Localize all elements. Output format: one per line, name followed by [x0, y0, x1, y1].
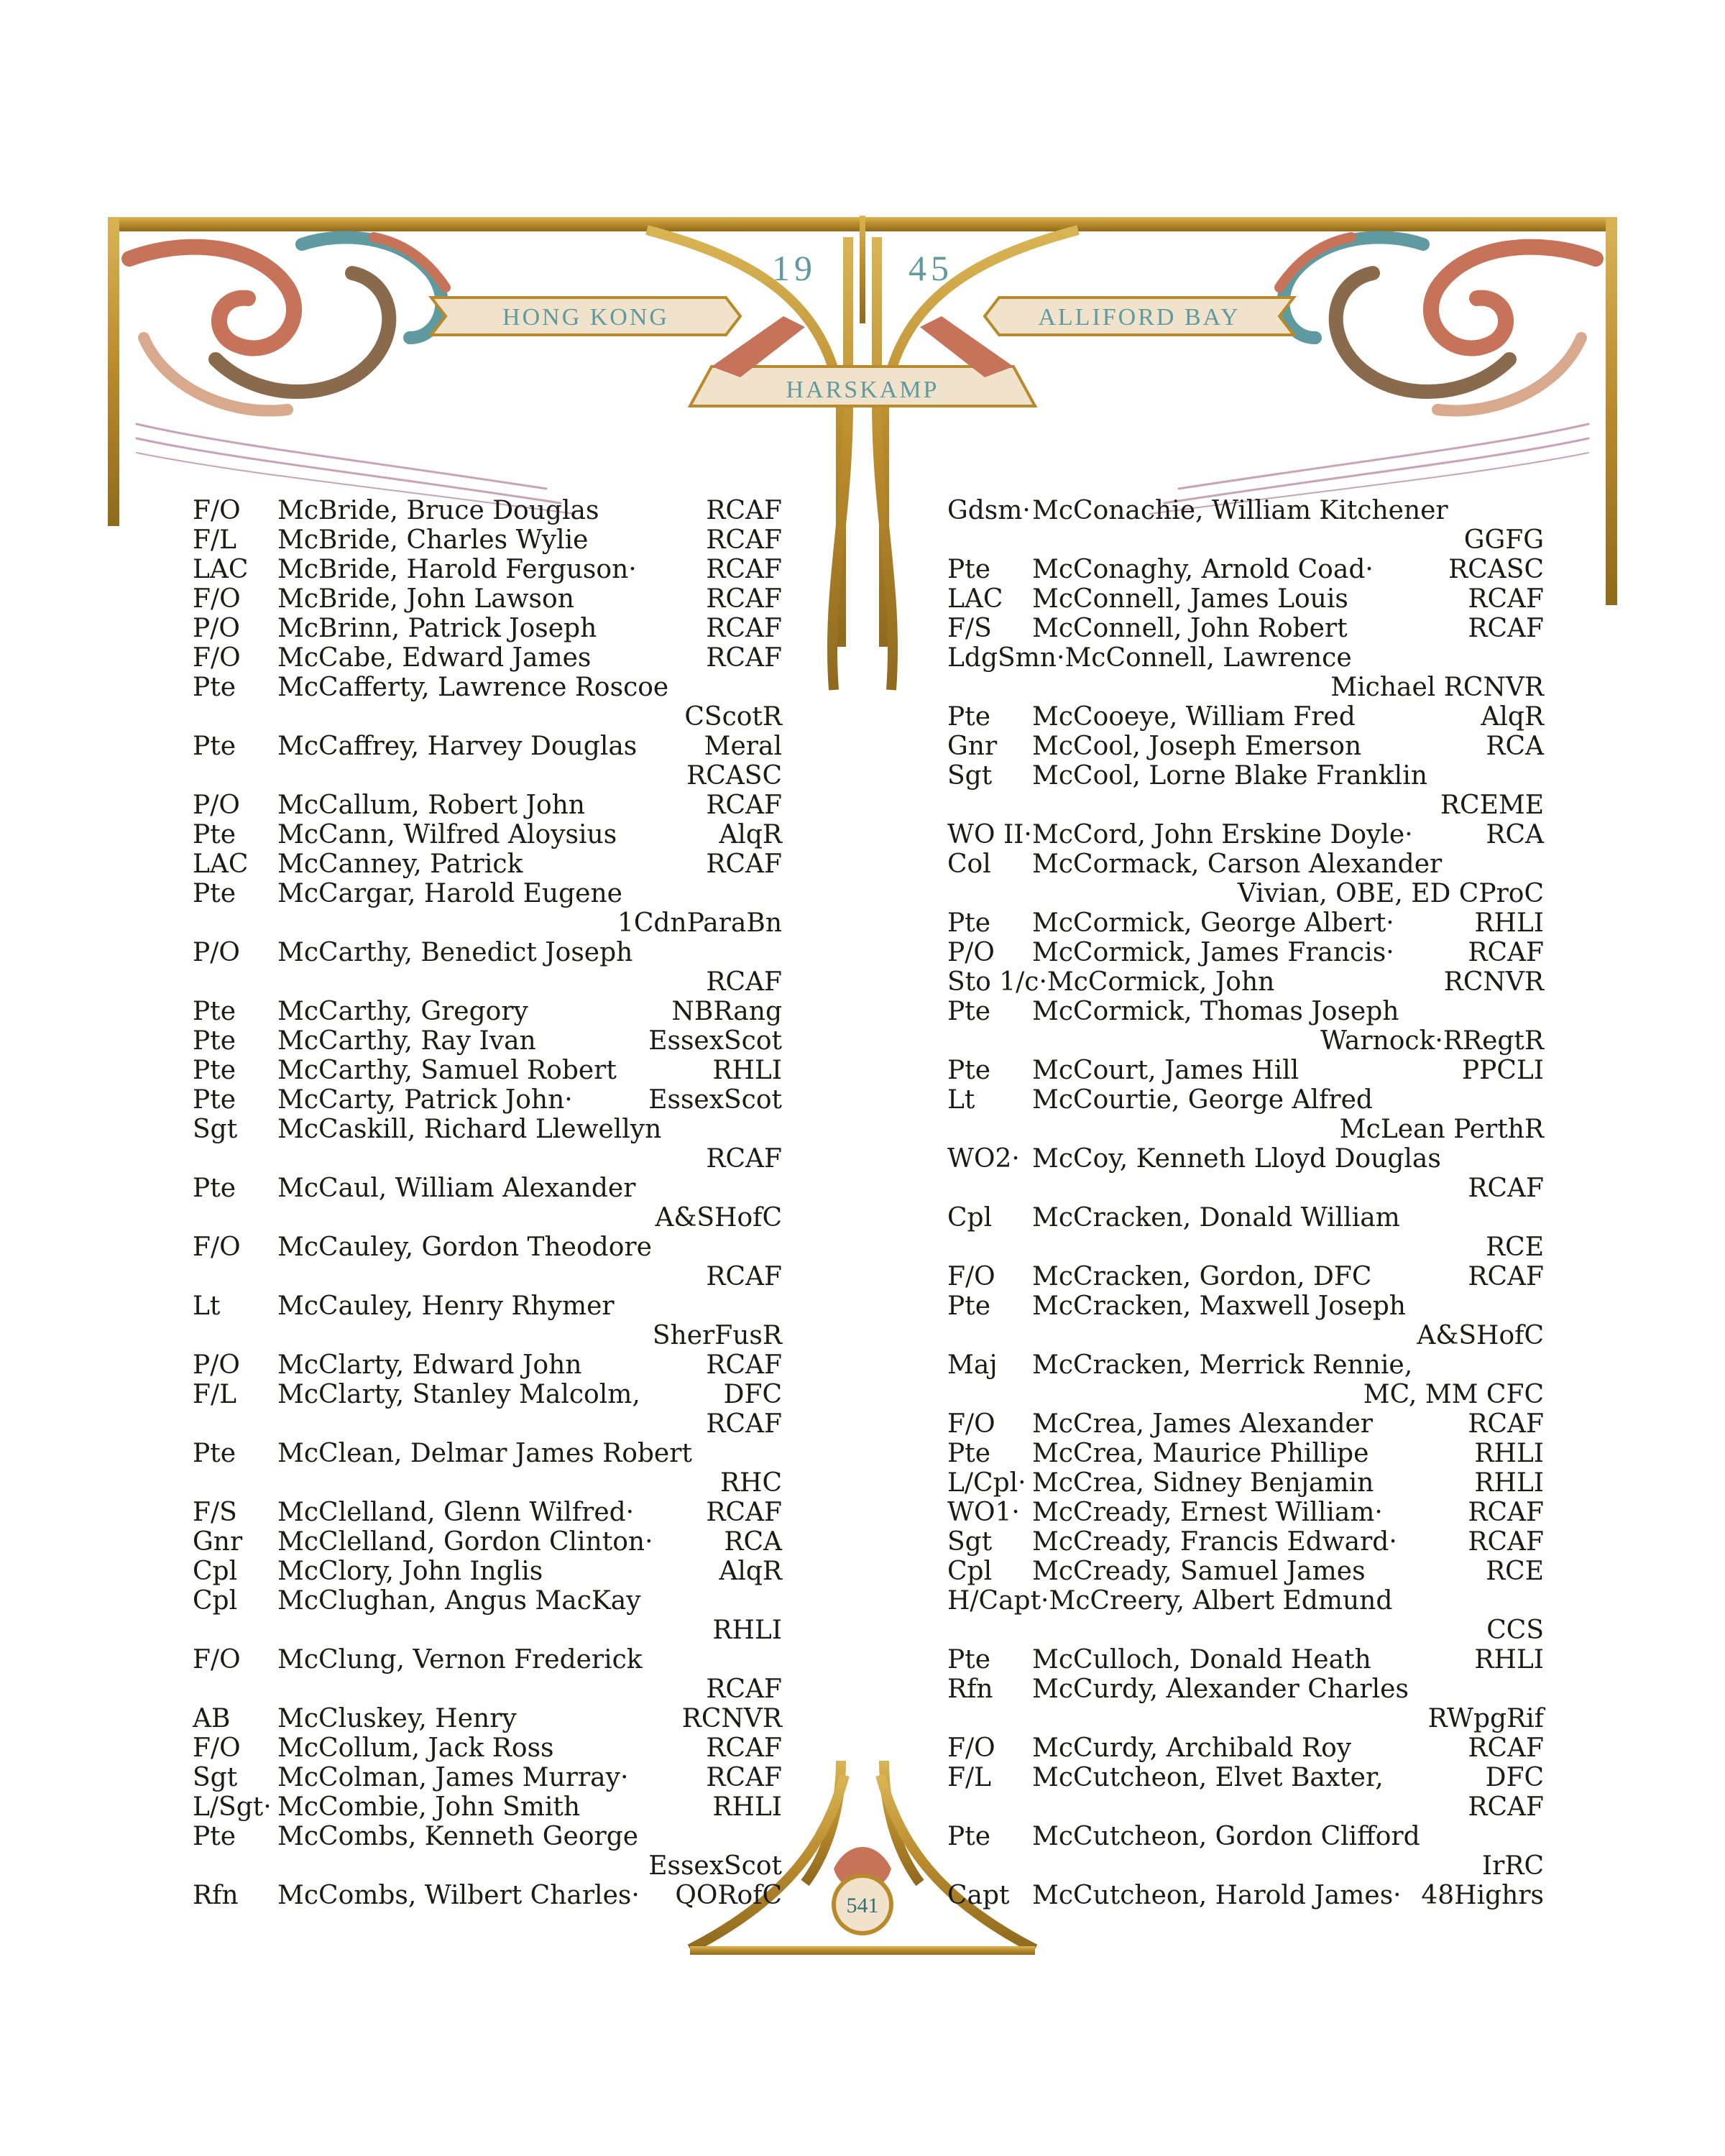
- roll-entry: [193, 820, 782, 849]
- entry-rank: H/Capt·: [947, 1586, 1049, 1616]
- entry-continuation: Warnock·RRegtR: [1320, 1026, 1544, 1056]
- entry-rank: Maj: [947, 1350, 998, 1380]
- banner-left-label: HONG KONG: [502, 304, 669, 331]
- entry-continuation: RCASC: [686, 761, 782, 791]
- entry-unit: RCAF: [706, 555, 782, 584]
- entry-name: McClung, Vernon Frederick: [277, 1645, 643, 1674]
- entry-unit: RCAF: [706, 496, 782, 525]
- entry-name: McCormick, Thomas Joseph: [1032, 997, 1399, 1026]
- entry-rank: Capt: [947, 1881, 1010, 1910]
- entry-rank: Rfn: [193, 1881, 239, 1910]
- roll-entry: [193, 614, 782, 643]
- entry-continuation: RWpgRif: [1427, 1704, 1544, 1733]
- roll-entry: [947, 849, 1544, 908]
- entry-name: McCluskey, Henry: [277, 1704, 517, 1733]
- roll-entry: [193, 1586, 782, 1645]
- entry-name: McCaskill, Richard Llewellyn: [277, 1115, 662, 1144]
- entry-name: McCarthy, Benedict Joseph: [277, 938, 633, 967]
- entry-name: McCool, Joseph Emerson: [1032, 732, 1362, 761]
- entry-unit: RCA: [1486, 732, 1544, 761]
- entry-name: McCready, Ernest William·: [1032, 1498, 1383, 1527]
- entry-unit: EssexScot: [648, 1026, 782, 1056]
- entry-continuation: RCEME: [1440, 791, 1544, 820]
- roll-entry: [193, 1439, 782, 1498]
- entry-name: McCanney, Patrick: [277, 849, 523, 879]
- entry-continuation: RCE: [1486, 1233, 1544, 1262]
- entry-unit: RCAF: [1468, 938, 1544, 967]
- entry-continuation: McLean PerthR: [1339, 1115, 1544, 1144]
- banner-center-label: HARSKAMP: [786, 377, 939, 403]
- roll-entry: [193, 1085, 782, 1115]
- entry-rank: Pte: [193, 1056, 236, 1085]
- entry-unit: RCAF: [706, 791, 782, 820]
- entry-unit: RCAF: [1468, 1733, 1544, 1763]
- entry-name: McCreery, Albert Edmund: [1049, 1586, 1393, 1616]
- entry-name: McCready, Francis Edward·: [1032, 1527, 1397, 1557]
- entry-rank: Pte: [193, 879, 236, 908]
- entry-rank: Gdsm·: [947, 496, 1031, 525]
- roll-entry: [193, 849, 782, 879]
- entry-name: McCurdy, Archibald Roy: [1032, 1733, 1352, 1763]
- entry-rank: F/O: [947, 1262, 995, 1291]
- entry-continuation: A&SHofC: [655, 1203, 782, 1233]
- entry-rank: Cpl: [947, 1557, 993, 1586]
- roll-entry: [947, 761, 1544, 820]
- roll-entry: [947, 702, 1544, 732]
- entry-rank: Pte: [193, 1822, 236, 1851]
- entry-unit: RCAF: [706, 1350, 782, 1380]
- entry-rank: P/O: [193, 791, 240, 820]
- roll-entry: [193, 555, 782, 584]
- roll-entry: [947, 496, 1544, 555]
- entry-rank: F/L: [947, 1763, 992, 1792]
- entry-name: McCracken, Maxwell Joseph: [1032, 1291, 1406, 1321]
- roll-entry: [947, 997, 1544, 1056]
- entry-rank: P/O: [947, 938, 995, 967]
- entry-rank: F/O: [193, 643, 241, 673]
- roll-entry: [193, 673, 782, 732]
- entry-name: McCauley, Gordon Theodore: [277, 1233, 652, 1262]
- entry-name: McClarty, Edward John: [277, 1350, 582, 1380]
- entry-continuation: A&SHofC: [1417, 1321, 1544, 1350]
- entry-rank: Pte: [193, 1174, 236, 1203]
- roll-entry: [193, 1822, 782, 1881]
- entry-unit: RCA: [724, 1527, 782, 1557]
- entry-rank: F/O: [193, 1233, 241, 1262]
- entry-unit: RCAF: [706, 584, 782, 614]
- entry-name: McConachie, William Kitchener: [1032, 496, 1448, 525]
- entry-continuation: Vivian, OBE, ED CProC: [1237, 879, 1544, 908]
- entry-name: McClory, John Inglis: [277, 1557, 543, 1586]
- entry-rank: F/S: [947, 614, 992, 643]
- entry-unit: RCAF: [706, 1498, 782, 1527]
- entry-name: McCarty, Patrick John·: [277, 1085, 573, 1115]
- entry-rank: F/O: [947, 1733, 995, 1763]
- entry-name: McCormick, John: [1046, 967, 1275, 997]
- entry-unit: RCNVR: [681, 1704, 782, 1733]
- entry-rank: Sgt: [193, 1763, 238, 1792]
- entry-name: McCord, John Erskine Doyle·: [1032, 820, 1413, 849]
- entry-rank: F/O: [193, 496, 241, 525]
- entry-unit: RCAF: [706, 525, 782, 555]
- entry-continuation: CScotR: [684, 702, 782, 732]
- entry-name: McCormick, James Francis·: [1032, 938, 1394, 967]
- entry-unit: PPCLI: [1461, 1056, 1544, 1085]
- entry-rank: Pte: [947, 1291, 990, 1321]
- roll-entry: [193, 1645, 782, 1704]
- entry-rank: F/O: [193, 584, 241, 614]
- entry-name: McClean, Delmar James Robert: [277, 1439, 692, 1468]
- entry-name: McBrinn, Patrick Joseph: [277, 614, 597, 643]
- roll-entry: [193, 938, 782, 997]
- entry-rank: Pte: [193, 820, 236, 849]
- left-name-column: [193, 496, 782, 1910]
- entry-unit: AlqR: [719, 1557, 782, 1586]
- right-gold-bar: [1606, 217, 1617, 605]
- entry-rank: Pte: [193, 1439, 236, 1468]
- roll-entry: [947, 1262, 1544, 1291]
- roll-entry: [193, 584, 782, 614]
- entry-unit: DFC: [1485, 1763, 1544, 1792]
- entry-rank: L/Cpl·: [947, 1468, 1026, 1498]
- entry-name: McConaghy, Arnold Coad·: [1032, 555, 1374, 584]
- roll-entry: [947, 1439, 1544, 1468]
- entry-name: McCabe, Edward James: [277, 643, 592, 673]
- entry-unit: NBRang: [671, 997, 782, 1026]
- entry-unit: RCAF: [1468, 614, 1544, 643]
- roll-entry: [947, 1350, 1544, 1409]
- entry-rank: F/O: [193, 1733, 241, 1763]
- entry-continuation: RCAF: [706, 1409, 782, 1439]
- roll-entry: [947, 1498, 1544, 1527]
- roll-entry: [193, 791, 782, 820]
- roll-entry: [947, 1674, 1544, 1733]
- entry-continuation: RCAF: [706, 1144, 782, 1174]
- entry-continuation: MC, MM CFC: [1363, 1380, 1544, 1409]
- page-number: 541: [846, 1894, 879, 1917]
- entry-unit: 48Highrs: [1421, 1881, 1544, 1910]
- entry-rank: Lt: [193, 1291, 221, 1321]
- entry-name: McCombie, John Smith: [277, 1792, 581, 1822]
- roll-entry: [193, 1527, 782, 1557]
- entry-unit: RCA: [1486, 820, 1544, 849]
- entry-rank: Pte: [947, 908, 990, 938]
- entry-name: McCarthy, Samuel Robert: [277, 1056, 617, 1085]
- entry-name: McConnell, Lawrence: [1064, 643, 1352, 673]
- entry-name: McCombs, Wilbert Charles·: [277, 1881, 640, 1910]
- roll-entry: [947, 938, 1544, 967]
- entry-rank: Sgt: [193, 1115, 238, 1144]
- entry-rank: Pte: [193, 673, 236, 702]
- roll-entry: [947, 732, 1544, 761]
- entry-name: McCutcheon, Harold James·: [1032, 1881, 1402, 1910]
- entry-unit: RCAF: [706, 614, 782, 643]
- entry-name: McCooeye, William Fred: [1032, 702, 1356, 732]
- entry-name: McCracken, Merrick Rennie,: [1032, 1350, 1413, 1380]
- entry-rank: Gnr: [947, 732, 998, 761]
- entry-rank: Pte: [947, 702, 990, 732]
- entry-rank: P/O: [193, 1350, 240, 1380]
- roll-entry: [947, 1085, 1544, 1144]
- roll-entry: [947, 820, 1544, 849]
- year-right: 45: [908, 248, 953, 288]
- entry-continuation: SherFusR: [652, 1321, 782, 1350]
- roll-entry: [193, 1704, 782, 1733]
- entry-unit: RHLI: [1474, 1468, 1544, 1498]
- entry-name: McBride, John Lawson: [277, 584, 574, 614]
- entry-rank: Pte: [947, 1645, 990, 1674]
- entry-rank: Rfn: [947, 1674, 993, 1704]
- entry-name: McCaffrey, Harvey Douglas: [277, 732, 638, 761]
- entry-continuation: CCS: [1486, 1616, 1544, 1645]
- entry-name: McCaul, William Alexander: [277, 1174, 636, 1203]
- roll-entry: [947, 555, 1544, 584]
- entry-unit: RCAF: [706, 1763, 782, 1792]
- entry-unit: RHLI: [712, 1792, 782, 1822]
- roll-entry: [193, 1792, 782, 1822]
- entry-continuation: RCAF: [706, 1262, 782, 1291]
- entry-rank: F/O: [193, 1645, 241, 1674]
- entry-name: McClelland, Gordon Clinton·: [277, 1527, 653, 1557]
- right-name-column: [947, 496, 1544, 1910]
- entry-rank: F/S: [193, 1498, 237, 1527]
- roll-entry: [193, 1026, 782, 1056]
- entry-name: McBride, Bruce Douglas: [277, 496, 599, 525]
- entry-rank: Pte: [193, 1026, 236, 1056]
- roll-entry: [947, 908, 1544, 938]
- roll-entry: [947, 1468, 1544, 1498]
- entry-rank: LAC: [947, 584, 1003, 614]
- entry-unit: Meral: [704, 732, 782, 761]
- entry-name: McCurdy, Alexander Charles: [1032, 1674, 1409, 1704]
- banner-right-label: ALLIFORD BAY: [1038, 304, 1241, 331]
- entry-rank: LAC: [193, 849, 249, 879]
- entry-unit: RCAF: [1468, 1527, 1544, 1557]
- roll-entry: [193, 496, 782, 525]
- entry-continuation: RCAF: [1468, 1792, 1544, 1822]
- entry-name: McCoy, Kenneth Lloyd Douglas: [1032, 1144, 1441, 1174]
- entry-name: McCallum, Robert John: [277, 791, 585, 820]
- roll-entry: [193, 1498, 782, 1527]
- entry-unit: AlqR: [719, 820, 782, 849]
- roll-entry: [947, 1409, 1544, 1439]
- roll-entry: [193, 1291, 782, 1350]
- left-gold-bar: [108, 217, 119, 526]
- entry-rank: P/O: [193, 938, 240, 967]
- entry-name: McCourtie, George Alfred: [1032, 1085, 1373, 1115]
- entry-rank: Pte: [947, 1056, 990, 1085]
- entry-continuation: EssexScot: [648, 1851, 782, 1881]
- entry-rank: LdgSmn·: [947, 643, 1065, 673]
- roll-entry: [193, 1350, 782, 1380]
- entry-name: McCarthy, Gregory: [277, 997, 528, 1026]
- roll-entry: [947, 1763, 1544, 1822]
- entry-rank: P/O: [193, 614, 240, 643]
- roll-entry: [193, 1233, 782, 1291]
- roll-entry: [947, 614, 1544, 643]
- entry-name: McCrea, Maurice Phillipe: [1032, 1439, 1369, 1468]
- entry-name: McCool, Lorne Blake Franklin: [1032, 761, 1427, 791]
- entry-name: McClelland, Glenn Wilfred·: [277, 1498, 635, 1527]
- entry-rank: WO II·: [947, 820, 1032, 849]
- entry-unit: AlqR: [1481, 702, 1544, 732]
- entry-continuation: Michael RCNVR: [1330, 673, 1544, 702]
- entry-rank: F/L: [193, 1380, 237, 1409]
- roll-entry: [947, 1056, 1544, 1085]
- entry-name: McConnell, John Robert: [1032, 614, 1348, 643]
- entry-rank: L/Sgt·: [193, 1792, 272, 1822]
- entry-unit: RCAF: [1468, 1262, 1544, 1291]
- entry-unit: RCE: [1486, 1557, 1544, 1586]
- entry-unit: RCAF: [706, 1733, 782, 1763]
- entry-rank: Pte: [947, 997, 990, 1026]
- entry-name: McCourt, James Hill: [1032, 1056, 1300, 1085]
- entry-rank: Pte: [947, 1439, 990, 1468]
- entry-name: McCormick, George Albert·: [1032, 908, 1394, 938]
- entry-continuation: IrRC: [1481, 1851, 1544, 1881]
- entry-name: McCormack, Carson Alexander: [1032, 849, 1443, 879]
- roll-entry: [193, 1881, 782, 1910]
- entry-unit: DFC: [723, 1380, 782, 1409]
- roll-entry: [193, 1557, 782, 1586]
- entry-name: McClarty, Stanley Malcolm,: [277, 1380, 640, 1409]
- entry-rank: Col: [947, 849, 991, 879]
- roll-entry: [193, 997, 782, 1026]
- right-scroll-ornament: [1150, 237, 1596, 514]
- roll-entry: [947, 1733, 1544, 1763]
- year-left: 19: [772, 248, 816, 288]
- entry-name: McCollum, Jack Ross: [277, 1733, 554, 1763]
- entry-rank: AB: [193, 1704, 231, 1733]
- roll-entry: [947, 1881, 1544, 1910]
- entry-name: McCauley, Henry Rhymer: [277, 1291, 615, 1321]
- entry-name: McCafferty, Lawrence Roscoe: [277, 673, 669, 702]
- entry-unit: RCAF: [1468, 1498, 1544, 1527]
- entry-unit: RCAF: [1468, 584, 1544, 614]
- entry-continuation: RHC: [719, 1468, 782, 1498]
- entry-continuation: RHLI: [712, 1616, 782, 1645]
- entry-continuation: GGFG: [1463, 525, 1544, 555]
- entry-rank: Sgt: [947, 1527, 993, 1557]
- entry-continuation: RCAF: [1468, 1174, 1544, 1203]
- roll-entry: [193, 1115, 782, 1174]
- entry-unit: RCAF: [706, 849, 782, 879]
- roll-entry: [947, 967, 1544, 997]
- roll-entry: [193, 1056, 782, 1085]
- entry-rank: Lt: [947, 1085, 975, 1115]
- roll-entry: [947, 1586, 1544, 1645]
- entry-rank: Pte: [193, 997, 236, 1026]
- entry-rank: Sto 1/c·: [947, 967, 1047, 997]
- roll-entry: [193, 879, 782, 938]
- left-scroll-ornament: [129, 237, 575, 514]
- entry-rank: Cpl: [947, 1203, 993, 1233]
- entry-name: McCarthy, Ray Ivan: [277, 1026, 536, 1056]
- entry-rank: Sgt: [947, 761, 993, 791]
- entry-rank: Pte: [193, 732, 236, 761]
- entry-unit: QORofC: [675, 1881, 782, 1910]
- entry-rank: F/L: [193, 525, 237, 555]
- entry-name: McCulloch, Donald Heath: [1032, 1645, 1371, 1674]
- entry-rank: LAC: [193, 555, 249, 584]
- entry-unit: RHLI: [712, 1056, 782, 1085]
- entry-name: McBride, Charles Wylie: [277, 525, 589, 555]
- entry-rank: Gnr: [193, 1527, 243, 1557]
- entry-name: McColman, James Murray·: [277, 1763, 629, 1792]
- entry-name: McConnell, James Louis: [1032, 584, 1348, 614]
- entry-name: McCready, Samuel James: [1032, 1557, 1366, 1586]
- roll-entry: [193, 525, 782, 555]
- entry-unit: RCAF: [1468, 1409, 1544, 1439]
- entry-rank: Pte: [947, 1822, 990, 1851]
- entry-unit: RHLI: [1474, 1439, 1544, 1468]
- roll-entry: [947, 643, 1544, 702]
- roll-entry: [947, 1203, 1544, 1262]
- entry-rank: Pte: [947, 555, 990, 584]
- roll-entry: [193, 732, 782, 791]
- roll-entry: [947, 1527, 1544, 1557]
- entry-rank: WO2·: [947, 1144, 1020, 1174]
- entry-name: McCombs, Kenneth George: [277, 1822, 639, 1851]
- roll-entry: [193, 1763, 782, 1792]
- roll-entry: [947, 1144, 1544, 1203]
- entry-rank: WO1·: [947, 1498, 1020, 1527]
- entry-name: McCann, Wilfred Aloysius: [277, 820, 617, 849]
- roll-entry: [947, 1645, 1544, 1674]
- entry-rank: Cpl: [193, 1586, 238, 1616]
- roll-entry: [193, 1380, 782, 1439]
- entry-rank: Pte: [193, 1085, 236, 1115]
- roll-entry: [193, 1733, 782, 1763]
- entry-name: McCrea, James Alexander: [1032, 1409, 1374, 1439]
- entry-name: McCracken, Gordon, DFC: [1032, 1262, 1372, 1291]
- roll-entry: [193, 1174, 782, 1233]
- roll-entry: [947, 1557, 1544, 1586]
- roll-entry: [947, 584, 1544, 614]
- entry-unit: RCNVR: [1443, 967, 1544, 997]
- entry-continuation: 1CdnParaBn: [617, 908, 782, 938]
- entry-unit: RHLI: [1474, 908, 1544, 938]
- entry-unit: RCAF: [706, 643, 782, 673]
- roll-entry: [947, 1822, 1544, 1881]
- entry-unit: RHLI: [1474, 1645, 1544, 1674]
- entry-name: McCutcheon, Elvet Baxter,: [1032, 1763, 1384, 1792]
- roll-entry: [947, 1291, 1544, 1350]
- entry-name: McBride, Harold Ferguson·: [277, 555, 637, 584]
- entry-continuation: RCAF: [706, 1674, 782, 1704]
- entry-unit: EssexScot: [648, 1085, 782, 1115]
- roll-entry: [193, 643, 782, 673]
- entry-rank: F/O: [947, 1409, 995, 1439]
- entry-name: McClughan, Angus MacKay: [277, 1586, 641, 1616]
- entry-rank: Cpl: [193, 1557, 238, 1586]
- entry-unit: RCASC: [1448, 555, 1544, 584]
- entry-name: McCargar, Harold Eugene: [277, 879, 622, 908]
- entry-name: McCracken, Donald William: [1032, 1203, 1400, 1233]
- entry-name: McCutcheon, Gordon Clifford: [1032, 1822, 1420, 1851]
- entry-continuation: RCAF: [706, 967, 782, 997]
- entry-name: McCrea, Sidney Benjamin: [1032, 1468, 1374, 1498]
